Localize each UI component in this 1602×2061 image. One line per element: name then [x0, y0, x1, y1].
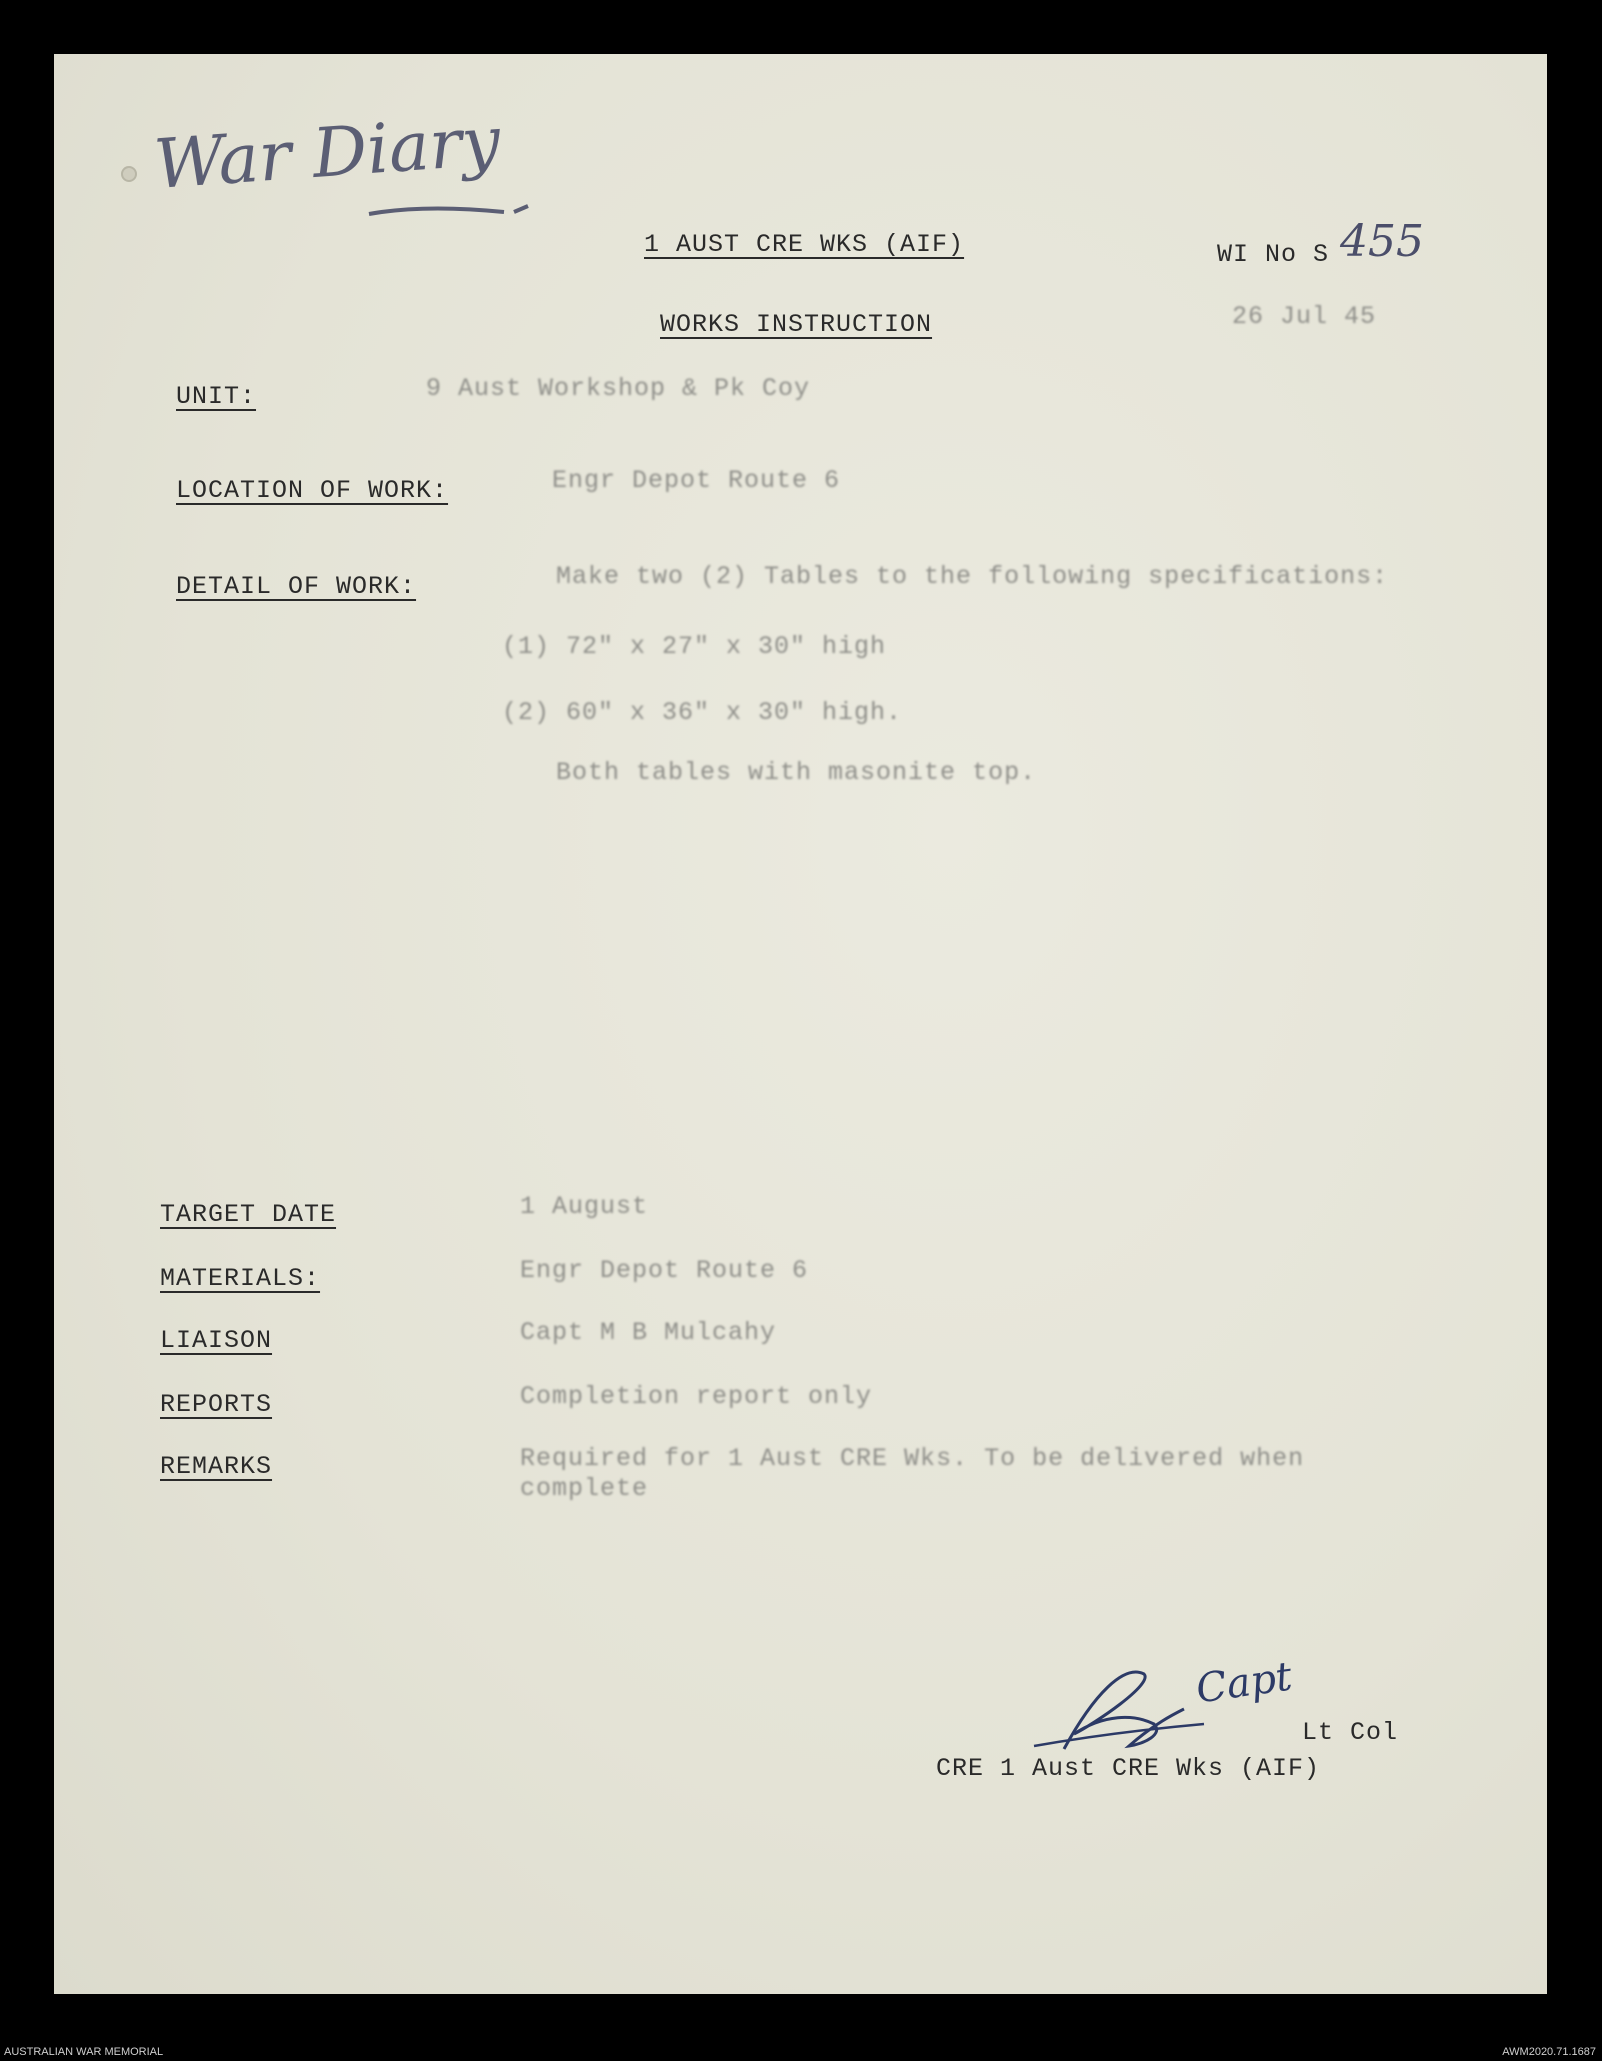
detail-label: DETAIL OF WORK:	[176, 572, 417, 601]
pin-hole-icon	[109, 154, 149, 194]
reports-value: Completion report only	[520, 1382, 873, 1411]
liaison-label: LIAISON	[160, 1326, 273, 1355]
document-date: 26 Jul 45	[1232, 302, 1377, 331]
unit-title: 1 AUST CRE WKS (AIF)	[644, 230, 965, 259]
unit-value: 9 Aust Workshop & Pk Coy	[426, 374, 811, 403]
target-date-value: 1 August	[520, 1192, 649, 1221]
signature-rank: Lt Col	[1302, 1718, 1399, 1747]
unit-label: UNIT:	[176, 382, 257, 411]
detail-item-1: (1) 72" x 27" x 30" high	[502, 632, 887, 661]
signature-title: CRE 1 Aust CRE Wks (AIF)	[936, 1754, 1321, 1783]
wi-number: 455	[1340, 216, 1424, 267]
handwritten-underline	[364, 184, 564, 224]
remarks-label: REMARKS	[160, 1452, 273, 1481]
location-label: LOCATION OF WORK:	[176, 476, 449, 505]
detail-note: Both tables with masonite top.	[556, 758, 1037, 787]
document-title: WORKS INSTRUCTION	[660, 310, 933, 339]
remarks-value-line2: complete	[520, 1474, 649, 1503]
remarks-value-line1: Required for 1 Aust CRE Wks. To be delivered when	[520, 1444, 1305, 1473]
signature-handwritten: Capt	[1193, 1653, 1295, 1713]
detail-item-2: (2) 60" x 36" x 30" high.	[502, 698, 903, 727]
reports-label: REPORTS	[160, 1390, 273, 1419]
document-page	[54, 54, 1547, 1994]
wi-number-label: WI No S	[1217, 240, 1330, 269]
footer-right: AWM2020.71.1687	[1502, 2046, 1596, 2058]
materials-value: Engr Depot Route 6	[520, 1256, 809, 1285]
liaison-value: Capt M B Mulcahy	[520, 1318, 777, 1347]
detail-intro: Make two (2) Tables to the following specifications:	[556, 562, 1389, 591]
materials-label: MATERIALS:	[160, 1264, 321, 1293]
footer-left: AUSTRALIAN WAR MEMORIAL	[4, 2046, 164, 2058]
location-value: Engr Depot Route 6	[552, 466, 841, 495]
target-date-label: TARGET DATE	[160, 1200, 337, 1229]
handwritten-heading: War Diary	[151, 102, 503, 205]
